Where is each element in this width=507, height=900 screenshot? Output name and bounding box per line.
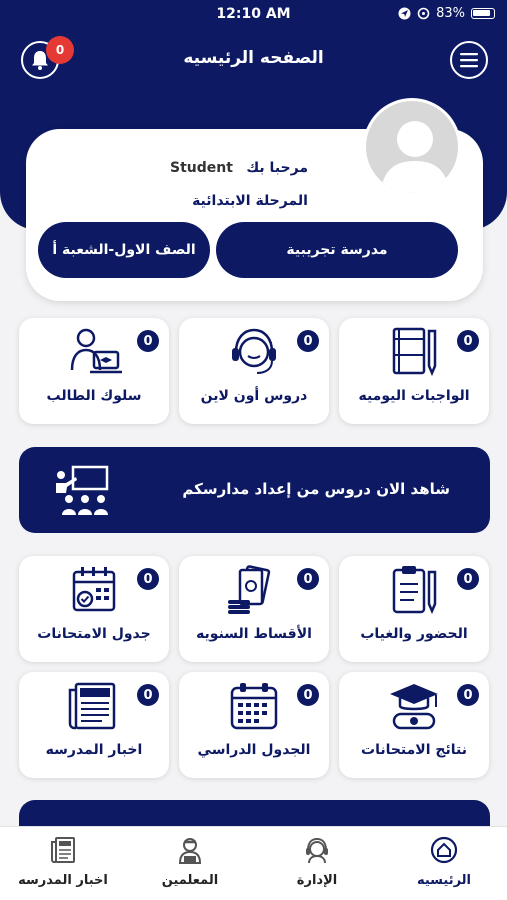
tile-label: اخبار المدرسه [45, 742, 143, 758]
tile-student-behavior[interactable] [19, 318, 169, 424]
tab-label: الرئيسيه [416, 873, 472, 888]
tile-label: سلوك الطالب [46, 388, 142, 404]
home-icon [429, 835, 459, 865]
tab-label: اخبار المدرسه [18, 873, 108, 888]
welcome-text: مرحبا بك [246, 160, 308, 176]
tab-home[interactable] [381, 827, 507, 900]
tile-count-badge: 0 [137, 684, 159, 706]
clipboard-icon [384, 564, 444, 616]
class-button[interactable]: الصف الاول-الشعبة أ [38, 222, 210, 278]
tile-class-schedule[interactable] [179, 672, 329, 778]
money-icon [224, 564, 284, 616]
school-stage: المرحلة الابتدائية [192, 193, 308, 209]
battery-percent: 83% [436, 6, 465, 21]
tab-teachers[interactable] [127, 827, 253, 900]
welcome-line [170, 160, 308, 176]
page-title: الصفحه الرئيسيه [183, 48, 324, 68]
tile-count-badge: 0 [297, 684, 319, 706]
tile-count-badge: 0 [457, 684, 479, 706]
tile-count-badge: 0 [137, 330, 159, 352]
headset-icon [224, 326, 284, 378]
tile-label: جدول الامتحانات [37, 626, 151, 642]
student-computer-icon [64, 326, 124, 378]
tab-administration[interactable] [254, 827, 380, 900]
tile-label: الحضور والغياب [360, 626, 468, 642]
status-right [398, 6, 495, 21]
alarm-icon [417, 7, 430, 20]
notification-count-badge: 0 [46, 36, 74, 64]
avatar[interactable] [363, 98, 461, 196]
tile-count-badge: 0 [457, 568, 479, 590]
status-time: 12:10 AM [216, 6, 291, 22]
hamburger-icon [459, 52, 479, 68]
tile-attendance[interactable] [339, 556, 489, 662]
tile-count-badge: 0 [297, 568, 319, 590]
tile-online-lessons[interactable] [179, 318, 329, 424]
bottom-tab-bar [0, 826, 507, 900]
menu-button[interactable] [450, 41, 488, 79]
classroom-icon [49, 463, 121, 519]
tab-label: المعلمين [161, 873, 219, 888]
calendar-icon [224, 680, 284, 732]
tile-exam-schedule[interactable] [19, 556, 169, 662]
banner-text: شاهد الان دروس من إعداد مدارسكم [182, 480, 450, 498]
lessons-banner[interactable] [19, 447, 490, 533]
teacher-icon [175, 835, 205, 865]
tab-label: الإدارة [296, 873, 338, 888]
location-icon [398, 7, 411, 20]
school-button[interactable]: مدرسة تجريبية [216, 222, 458, 278]
graduation-cap-icon [384, 680, 444, 732]
tile-school-news[interactable] [19, 672, 169, 778]
admin-icon [302, 835, 332, 865]
tile-label: الأقساط السنويه [196, 626, 312, 642]
tile-label: الواجبات اليوميه [358, 388, 470, 404]
tile-label: دروس أون لاين [200, 388, 308, 404]
tile-annual-installments[interactable] [179, 556, 329, 662]
tile-label: نتائج الامتحانات [361, 742, 467, 758]
calendar-check-icon [64, 564, 124, 616]
student-name: Student [170, 160, 233, 176]
tile-count-badge: 0 [457, 330, 479, 352]
tile-daily-homework[interactable] [339, 318, 489, 424]
newspaper-icon [64, 680, 124, 732]
tile-count-badge: 0 [137, 568, 159, 590]
tile-exam-results[interactable] [339, 672, 489, 778]
tile-count-badge: 0 [297, 330, 319, 352]
battery-icon [471, 8, 495, 19]
notebook-pen-icon [384, 326, 444, 378]
news-icon [48, 835, 78, 865]
status-bar [0, 0, 507, 28]
tab-school-news[interactable] [0, 827, 126, 900]
tile-label: الجدول الدراسي [197, 742, 311, 758]
